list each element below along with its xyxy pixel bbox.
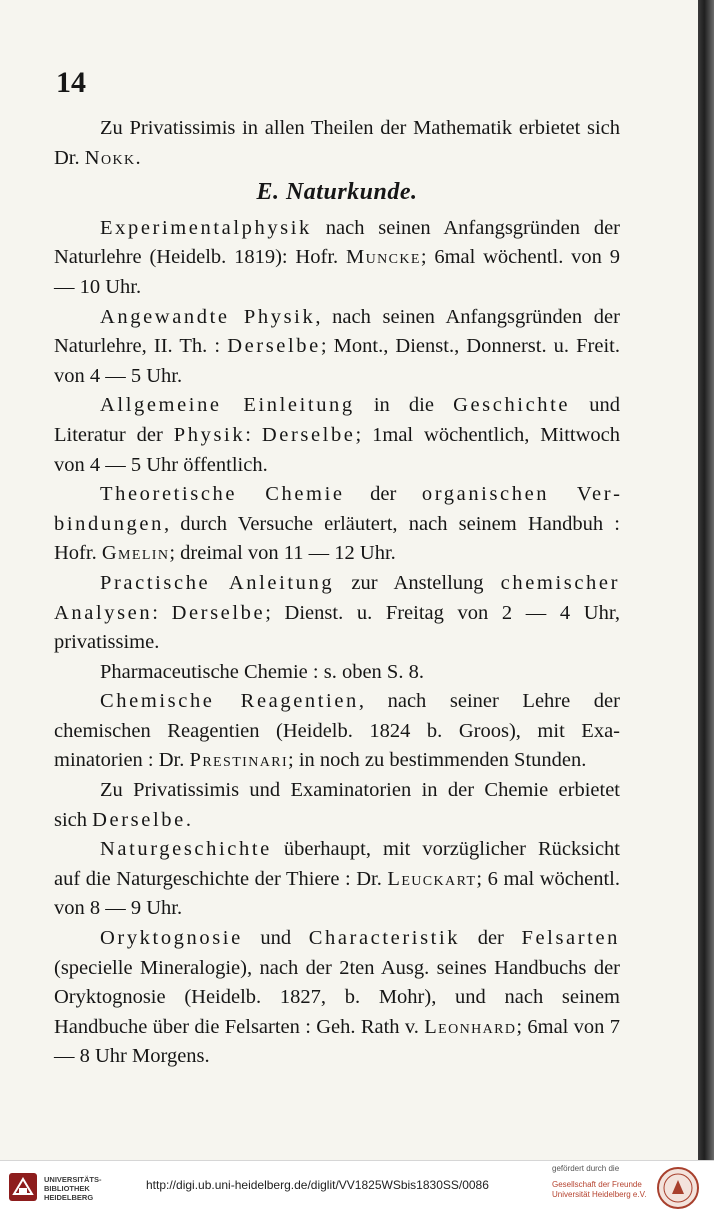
text-run: . (135, 146, 141, 169)
text-run: überhaupt, mit vorzüglicher Rücksicht auf die Naturgeschichte der Thiere : Dr. (54, 838, 620, 890)
spaced-term: chemischer Analysen (54, 571, 620, 624)
spaced-term: Naturgeschichte (100, 838, 272, 861)
spaced-term: Practische Anleitung (100, 571, 335, 594)
section-heading: E. Naturkunde. (256, 179, 418, 206)
course-paragraph (54, 924, 620, 1072)
course-paragraph (54, 835, 620, 924)
text-run: . (185, 808, 191, 831)
text-run: , durch Versuche erläutert, nach seinem Handbuh : Hofr. (54, 512, 620, 565)
sponsor-label: gefördert durch die (552, 1164, 620, 1173)
course-paragraph (54, 214, 620, 303)
lecturer-name: Leonhard (424, 1015, 517, 1038)
course-paragraph (54, 480, 620, 569)
course-paragraph (54, 303, 620, 392)
lecturer-name: Leuckart (387, 867, 477, 890)
text-run: zur Anstellung (334, 571, 501, 594)
text-run: der (460, 927, 522, 950)
text-run: der (344, 483, 422, 506)
text-run: ; 6 mal wöchentl. von 8 — 9 Uhr. (54, 867, 620, 920)
spaced-term: Oryktognosie (100, 927, 243, 950)
text-run: Pharmaceutische Chemie : s. oben S. 8. (100, 660, 424, 683)
spaced-term: Felsarten (521, 927, 620, 950)
lecturer-name: Muncke (345, 246, 421, 269)
spaced-term: Angewandte Physik (100, 305, 316, 328)
sponsor-name[interactable]: Gesellschaft der Freunde Universität Heidelberg e.V. (552, 1180, 647, 1199)
spaced-term: Geschichte (453, 394, 571, 417)
text-run: nach seinen Anfangsgründen der Naturlehre (Heidelb. 1819): Hofr. (54, 216, 620, 269)
text-run: in die (354, 394, 454, 417)
course-paragraph (54, 658, 620, 688)
course-paragraph (54, 569, 620, 658)
spaced-term: Derselbe (227, 335, 321, 358)
course-paragraph (54, 114, 620, 173)
text-run: ; 6mal wöchentl. von 9 — 10 Uhr. (54, 246, 620, 298)
spaced-term: Physik (173, 423, 246, 446)
book-edge (698, 0, 714, 1160)
page-number: 14 (56, 66, 86, 99)
spaced-term: Experimentalphysik (100, 216, 312, 239)
text-run: ; 1mal wöchentlich, Mittwoch von 4 — 5 Uhr öffentlich. (54, 423, 621, 476)
course-paragraph (54, 687, 620, 776)
library-logo-text: UNIVERSITÄTS- BIBLIOTHEK HEIDELBERG (44, 1175, 102, 1202)
permalink-url[interactable]: http://digi.ub.uni-heidelberg.de/diglit/VV1825WSbis1830SS/0086 (146, 1178, 489, 1192)
text-run: , nach seinen Anfangsgründen der Naturlehre, II. Th. : (54, 305, 620, 358)
university-seal-icon (656, 1166, 700, 1210)
library-logo-icon (8, 1172, 38, 1202)
text-run: ; dreimal von 11 — 12 Uhr. (169, 542, 396, 565)
text-run: (specielle Mineralogie), nach der 2ten Ausg. seines Handbuchs der Oryktognosie (Heidelb. 1827, b. Mohr), und nach seinem Handbuche über die Felsarten : Geh. Rath v. (54, 956, 620, 1038)
page-text (54, 114, 620, 1072)
text-run: ; Mont., Dienst., Donnerst. u. Freit. von 4 — 5 Uhr. (54, 335, 620, 387)
spaced-term: Theoretische Chemie (100, 483, 345, 506)
spaced-term: Derselbe (92, 808, 186, 831)
course-paragraph (54, 776, 620, 835)
spaced-term: Allgemeine Einleitung (100, 394, 355, 417)
text-run: und Literatur der (54, 394, 620, 446)
lecturer-name: Gmelin (101, 542, 170, 565)
spaced-term: organischen Verbindungen (54, 483, 620, 535)
text-run: : (152, 601, 172, 624)
course-paragraph (54, 391, 620, 480)
text-run: und (242, 927, 309, 950)
university-library-logo[interactable] (8, 1169, 118, 1207)
spaced-term: Chemische Reagentien (100, 690, 359, 713)
lecturer-name: Nokk (84, 146, 136, 169)
viewer-footer (0, 1160, 714, 1214)
text-run: ; 6mal von 7 — 8 Uhr Morgens. (54, 1015, 620, 1068)
text-run: : (245, 423, 262, 446)
text-run: Zu Privatissimis in allen Theilen der Mathematik erbietet sich Dr. (54, 117, 620, 169)
spaced-term: Derselbe (171, 601, 266, 624)
text-run: , nach seiner Lehre der chemischen Reagentien (Heidelb. 1824 b. Groos), mit Examinatorien : Dr. (54, 690, 620, 772)
text-run: ; in noch zu bestimmenden Stunden. (288, 749, 587, 772)
text-run: ; Dienst. u. Freitag von 2 — 4 Uhr, privatissime. (54, 601, 620, 654)
spaced-term: Characteristik (308, 927, 461, 950)
lecturer-name: Prestinari (189, 749, 289, 772)
text-run: Zu Privatissimis und Examinatorien in der Chemie erbietet sich (54, 779, 620, 831)
spaced-term: Derselbe (261, 423, 356, 446)
